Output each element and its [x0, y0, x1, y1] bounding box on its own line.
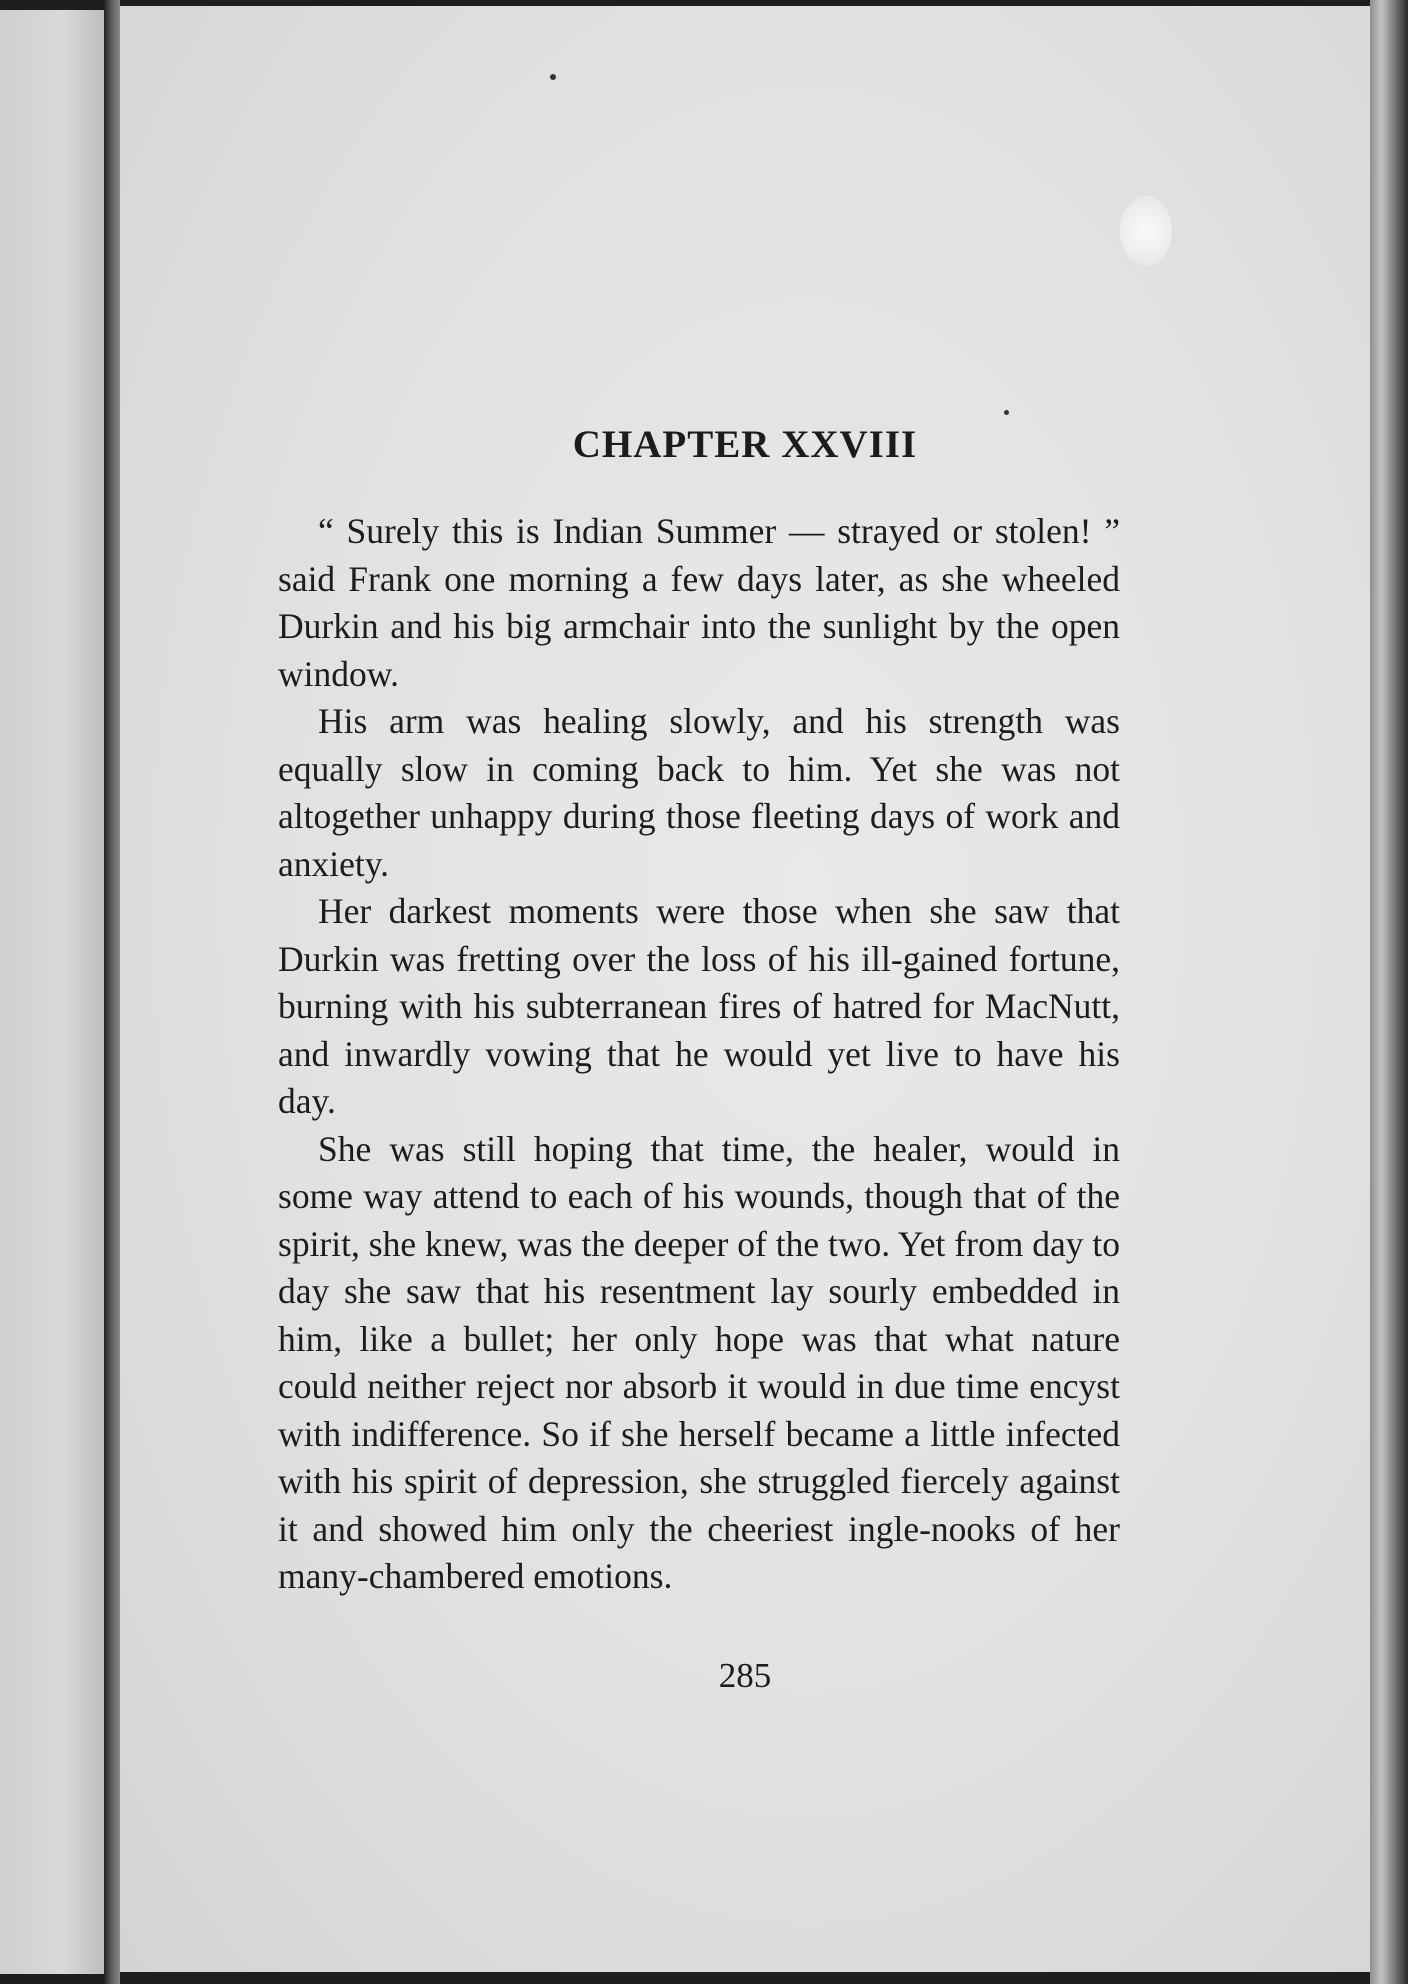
paper-blemish [1120, 196, 1172, 266]
paragraph: “ Surely this is Indian Summer — strayed or stolen! ” said Frank one morning a few days later, as she wheeled Durkin and his big armchair into the sunlight by the open window. [278, 511, 1120, 694]
ink-speck [550, 74, 556, 80]
paragraph: Her darkest moments were those when she saw that Durkin was fretting over the loss of his ill-gained fortune, burning with his subterranean fires of hatred for MacNutt, and inwardly vowing that he would yet live to have his day. [278, 891, 1120, 1121]
ink-speck [1004, 410, 1009, 415]
page-number: 285 [718, 1656, 772, 1695]
page-edge-shadow [1370, 0, 1408, 1984]
chapter-body [278, 508, 1120, 1601]
paragraph: She was still hoping that time, the healer, would in some way attend to each of his wounds, though that of the spirit, she knew, was the deeper of the two. Yet from day to day she saw that his resentment lay sourly embedded in him, like a bullet; her only hope was that what nature could neither reject nor absorb it would in due time encyst with indifference. So if she herself became a little infected with his spirit of depression, she struggled fiercely against it and showed him only the cheeriest ingle-nooks of her many-chambered emotions. [278, 1128, 1120, 1596]
facing-page-edge [0, 10, 104, 1974]
book-gutter [104, 0, 120, 1984]
paragraph: His arm was healing slowly, and his strength was equally slow in coming back to him. Yet she was not altogether unhappy during those fleeting days of work and anxiety. [278, 701, 1120, 884]
chapter-title: CHAPTER XXVIII [572, 423, 918, 466]
